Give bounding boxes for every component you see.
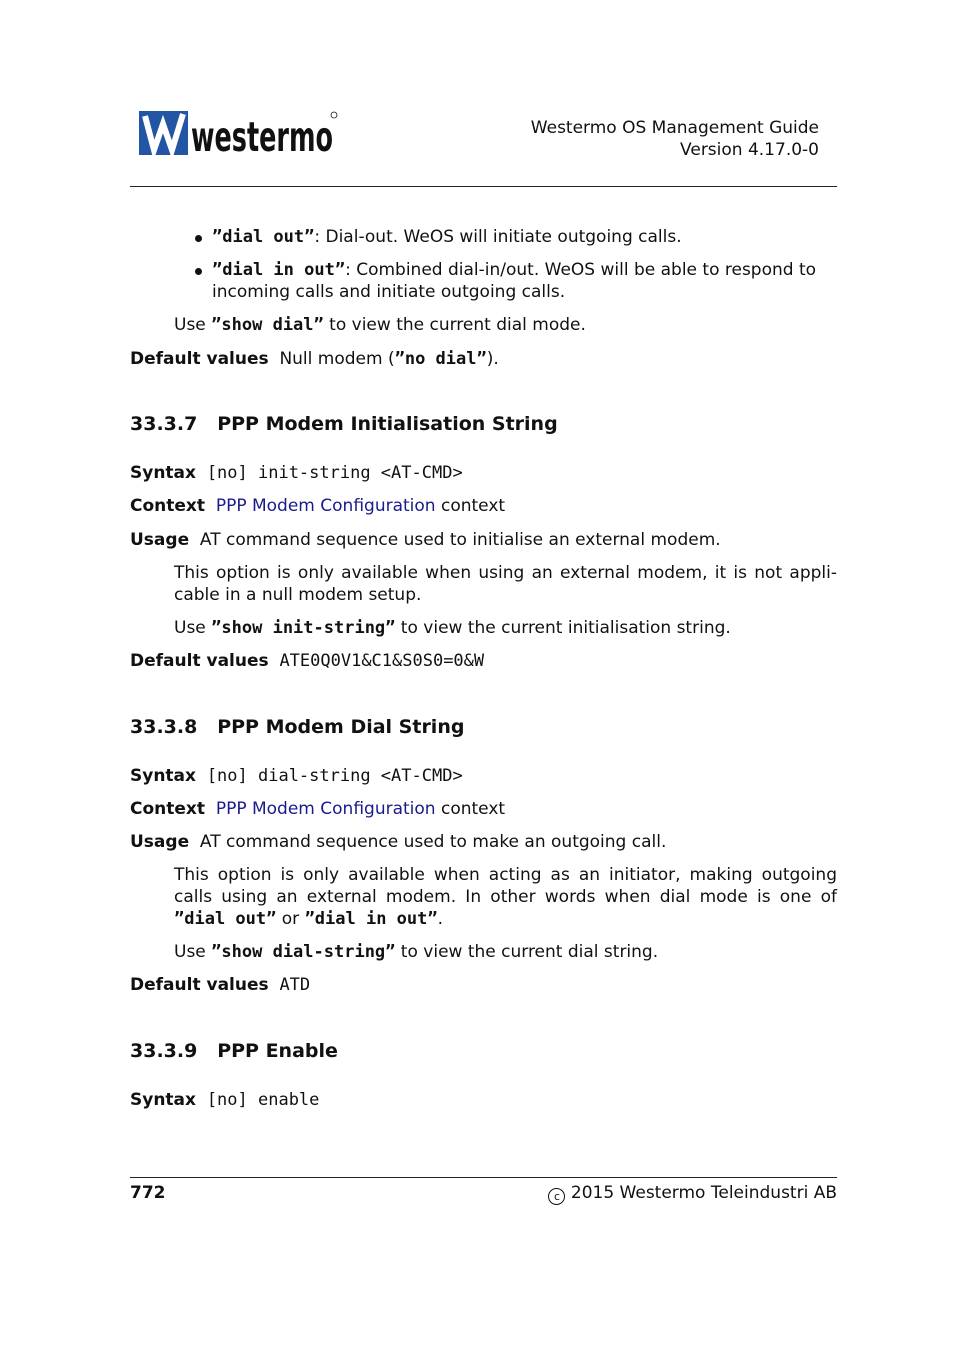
footer-rule [130,1177,837,1178]
list-item-continuation: incoming calls and initiate outgoing calls. [212,282,566,302]
dial-default-values: Default values ATD [130,975,311,995]
init-context: Context PPP Modem Configuration context [130,496,506,516]
dial-default-values: Default values Null modem (”no dial”). [130,349,499,369]
dial-paragraph-line: ”dial out” or ”dial in out”. [174,909,444,929]
section-heading-dial-string: 33.3.8 PPP Modem Dial String [130,716,465,738]
dial-paragraph-line: calls using an external modem. In other words when dial mode is one of [174,887,837,907]
bullet-dot [195,235,202,242]
init-show-note: Use ”show init-string” to view the current initialisation string. [174,618,731,638]
dial-usage: Usage AT command sequence used to make an outgoing call. [130,832,667,852]
list-item: ”dial in out”: Combined dial-in/out. WeOS will be able to respond to [212,260,817,280]
init-default-values: Default values ATE0Q0V1&C1&S0S0=0&W [130,651,485,671]
dial-show-note: Use ”show dial-string” to view the current dial string. [174,942,659,962]
copyright: c 2015 Westermo Teleindustri AB [548,1182,837,1205]
page-number: 772 [130,1183,166,1203]
section-heading-ppp-enable: 33.3.9 PPP Enable [130,1040,338,1062]
guide-title: Westermo OS Management Guide [530,118,819,138]
bullet-dot [195,268,202,275]
dial-syntax: Syntax [no] dial-string <AT-CMD> [130,766,463,786]
header-rule [130,186,837,187]
context-link-ppp-modem[interactable]: PPP Modem Configuration [215,496,436,516]
context-link-ppp-modem[interactable]: PPP Modem Configuration [215,799,436,819]
copyright-icon: c [548,1188,565,1205]
enable-syntax: Syntax [no] enable [130,1090,320,1110]
show-dial-note: Use ”show dial” to view the current dial mode. [174,315,586,335]
dial-paragraph-line: This option is only available when acting as an initiator, making outgoing [174,865,837,885]
svg-text:westermo: westermo [191,113,333,161]
section-heading-init-string: 33.3.7 PPP Modem Initialisation String [130,413,558,435]
init-usage: Usage AT command sequence used to initialise an external modem. [130,530,721,550]
logo-mark-icon [139,110,339,161]
list-item: ”dial out”: Dial-out. WeOS will initiate outgoing calls. [212,227,682,247]
westermo-logo [139,110,339,161]
guide-version: Version 4.17.0-0 [680,140,819,160]
init-syntax: Syntax [no] init-string <AT-CMD> [130,463,463,483]
dial-context: Context PPP Modem Configuration context [130,799,506,819]
init-paragraph-line: This option is only available when using an external modem, it is not appli- [174,563,837,583]
init-paragraph-line: cable in a null modem setup. [174,585,422,605]
